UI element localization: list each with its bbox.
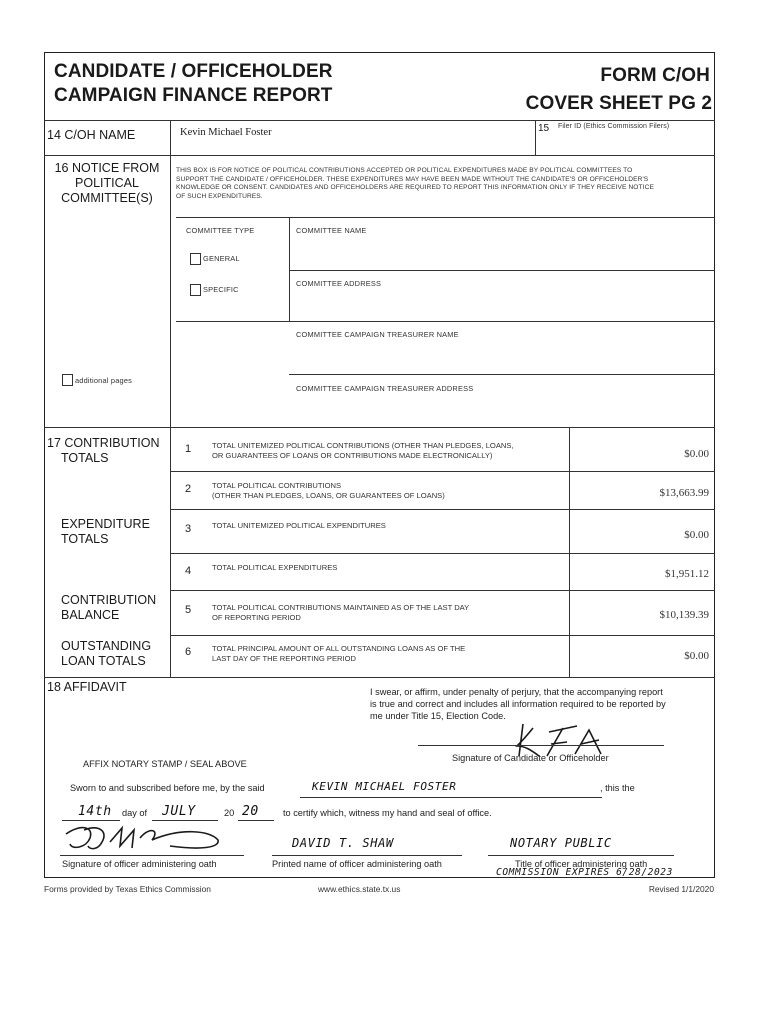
sworn-prefix: Sworn to and subscribed before me, by the said (70, 783, 265, 793)
total-2-number: 2 (185, 483, 192, 495)
title-label: Title of officer administering oath (515, 859, 648, 869)
rule-filer-id (535, 120, 536, 155)
additional-pages-label: additional pages (75, 376, 133, 385)
affidavit-oath: I swear, or affirm, under penalty of perjury, that the accompanying report is true and correct and includes all information required to be reported by me under Title 15, Election Code. (370, 687, 666, 721)
printed-name-line (272, 855, 462, 856)
rule-total-4 (170, 590, 715, 591)
candidate-signature-line (418, 745, 664, 746)
year-value: 20 (242, 804, 259, 819)
total-2-description: TOTAL POLITICAL CONTRIBUTIONS (OTHER THAN PLEDGES, LOANS, OR GUARANTEES OF LOANS) (212, 481, 445, 500)
officer-signature-line (60, 855, 244, 856)
total-5-amount: $10,139.39 (659, 609, 709, 621)
total-5-description: TOTAL POLITICAL CONTRIBUTIONS MAINTAINED AS OF THE LAST DAY OF REPORTING PERIOD (212, 603, 470, 622)
rule-notice (44, 427, 715, 428)
total-3-amount: $0.00 (684, 529, 709, 541)
candidate-signature-label: Signature of Candidate or Officeholder (452, 753, 609, 763)
committee-address-label: COMMITTEE ADDRESS (296, 279, 382, 288)
committee-name-label: COMMITTEE NAME (296, 226, 367, 235)
total-5-number: 5 (185, 604, 192, 616)
commission-expires-value: COMMISSION EXPIRES 6/28/2023 (496, 867, 673, 878)
rule-committee-type (289, 217, 290, 321)
day-value: 14th (78, 804, 112, 819)
notice-section-label: 16 NOTICE FROM POLITICAL COMMITTEE(S) (54, 161, 160, 205)
filer-id-label: Filer ID (Ethics Commission Filers) (558, 123, 670, 130)
coh-name-value: Kevin Michael Foster (180, 127, 272, 138)
printed-name-label: Printed name of officer administering oath (272, 859, 442, 869)
footer-website[interactable]: www.ethics.state.tx.us (318, 884, 401, 894)
cover-sheet-label: COVER SHEET PG 2 (525, 93, 712, 114)
total-4-number: 4 (185, 565, 192, 577)
officer-signature (60, 820, 230, 856)
certify-text: to certify which, witness my hand and seal of office. (283, 808, 492, 818)
specific-label: SPECIFIC (203, 285, 239, 294)
specific-checkbox[interactable] (190, 284, 201, 296)
contribution-balance-label: CONTRIBUTION BALANCE (61, 593, 157, 622)
title-line-1: CANDIDATE / OFFICEHOLDER (54, 61, 333, 82)
total-4-amount: $1,951.12 (665, 568, 709, 580)
additional-pages-checkbox[interactable] (62, 374, 73, 386)
title-line-2: CAMPAIGN FINANCE REPORT (54, 85, 333, 106)
loan-totals-label: OUTSTANDING LOAN TOTALS (61, 639, 152, 668)
treasurer-name-label: COMMITTEE CAMPAIGN TREASURER NAME (296, 330, 459, 339)
total-2-amount: $13,663.99 (659, 487, 709, 499)
rule-name (44, 155, 715, 156)
sworn-name-value: KEVIN MICHAEL FOSTER (312, 780, 457, 793)
rule-total-1 (170, 471, 715, 472)
contribution-totals-label: 17 CONTRIBUTION TOTALS (47, 436, 160, 465)
total-3-number: 3 (185, 523, 192, 535)
general-label: GENERAL (203, 254, 240, 263)
total-1-number: 1 (185, 443, 192, 455)
rule-committee-name (289, 270, 715, 271)
officer-signature-label: Signature of officer administering oath (62, 859, 217, 869)
total-4-description: TOTAL POLITICAL EXPENDITURES (212, 563, 338, 572)
total-1-description: TOTAL UNITEMIZED POLITICAL CONTRIBUTIONS (OTHER THAN PLEDGES, LOANS, OR GUARANTEES OF LOANS OR CONTRIBUTIONS MADE ELECTRONICALLY) (212, 441, 514, 460)
total-6-description: TOTAL PRINCIPAL AMOUNT OF ALL OUTSTANDING LOANS AS OF THE LAST DAY OF THE REPORTING PERIOD (212, 644, 466, 663)
rule-committee-address (176, 321, 715, 322)
form-id: FORM C/OH (600, 65, 710, 86)
rule-total-2 (170, 509, 715, 510)
day-of-label: day of (122, 808, 148, 818)
rule-treasurer-name (289, 374, 715, 375)
title-line (488, 855, 674, 856)
printed-name-value: DAVID T. SHAW (292, 836, 394, 850)
rule-totals (44, 677, 715, 678)
total-6-amount: $0.00 (684, 650, 709, 662)
title-value: NOTARY PUBLIC (510, 836, 612, 850)
rule-total-3 (170, 553, 715, 554)
treasurer-address-label: COMMITTEE CAMPAIGN TREASURER ADDRESS (296, 384, 474, 393)
sworn-name-line (300, 797, 602, 798)
footer-provider: Forms provided by Texas Ethics Commission (44, 884, 211, 894)
rule-label-column (170, 120, 171, 677)
general-checkbox[interactable] (190, 253, 201, 265)
rule-total-5 (170, 635, 715, 636)
total-3-description: TOTAL UNITEMIZED POLITICAL EXPENDITURES (212, 521, 386, 530)
footer-revised: Revised 1/1/2020 (648, 884, 714, 894)
affidavit-section-label: 18 AFFIDAVIT (47, 680, 127, 694)
expenditure-totals-label: EXPENDITURE TOTALS (61, 517, 150, 546)
rule-committee-top (176, 217, 715, 218)
month-value: JULY (162, 804, 196, 819)
rule-header (44, 120, 715, 121)
total-6-number: 6 (185, 646, 192, 658)
this-the-label: , this the (600, 783, 635, 793)
notice-text: THIS BOX IS FOR NOTICE OF POLITICAL CONTRIBUTIONS ACCEPTED OR POLITICAL EXPENDITURES MADE BY POLITICAL COMMITTEES TO SUPPORT THE CANDIDATE / OFFICEHOLDER. THESE EXPENDITURES MAY HAVE BEEN MADE WITHOUT THE CANDIDATE'S OR OFFICEHOLDER'S KNOWLEDGE OR CONSENT. CANDIDATES AND OFFICEHOLDERS ARE REQUIRED TO REPORT THIS INFORMATION ONLY IF THEY RECEIVE NOTICE OF SUCH EXPENDITURES. (176, 167, 654, 200)
rule-amount-column (569, 427, 570, 677)
total-1-amount: $0.00 (684, 448, 709, 460)
notary-stamp-label: AFFIX NOTARY STAMP / SEAL ABOVE (83, 759, 247, 769)
year-prefix: 20 (224, 808, 235, 818)
filer-id-number: 15 (538, 123, 550, 134)
committee-type-label: COMMITTEE TYPE (186, 226, 255, 235)
coh-name-section-label: 14 C/OH NAME (47, 128, 136, 142)
year-line (238, 820, 274, 821)
